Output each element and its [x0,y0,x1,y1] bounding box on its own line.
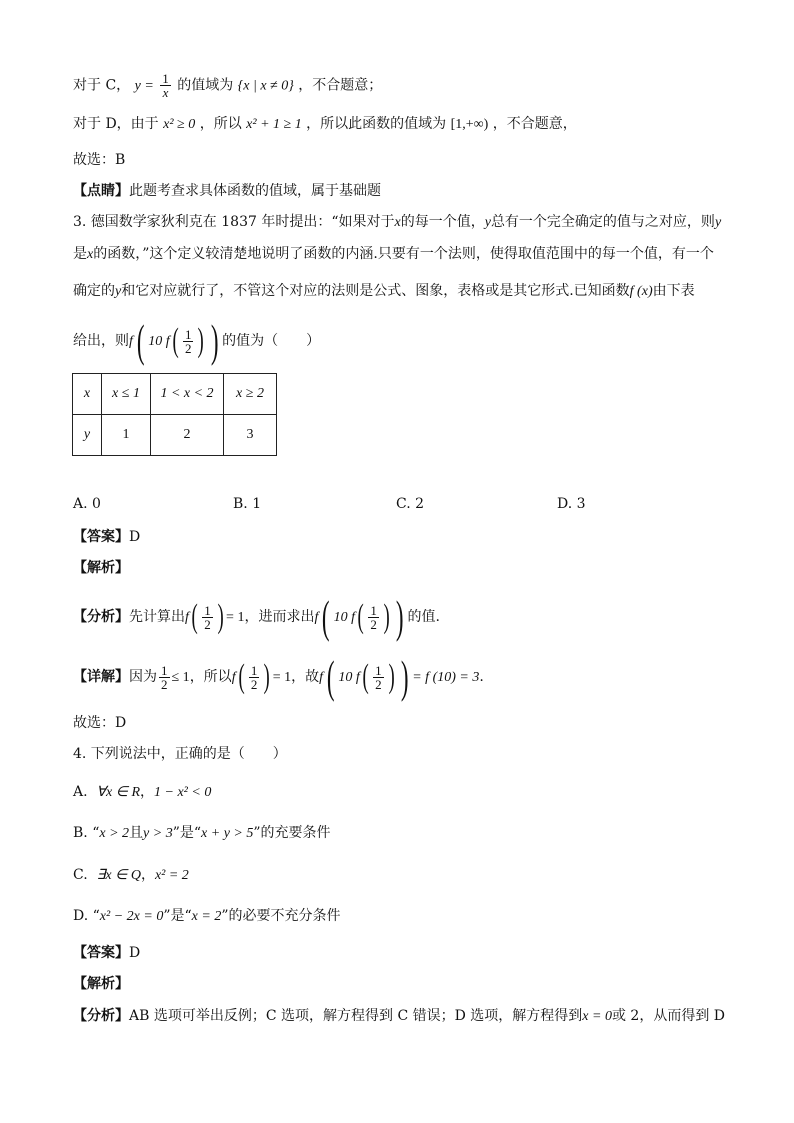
text: ，不合题意； [298,77,383,94]
text: ”的充要条件 [253,825,331,841]
math: x² − 2x = 0 [99,909,164,924]
fraction: $\frac{1}{2}$ [184,326,192,356]
q4-option-d [73,906,341,927]
math: = 1 [272,670,292,685]
q4-option-a [73,782,211,803]
text: 是 [73,246,87,262]
text: 因为 [129,669,157,685]
text: 给出，则 [73,333,129,349]
value-table [72,373,277,456]
text: . [479,669,484,685]
math: x [87,247,94,262]
table-cell: x [73,374,102,415]
math: f (x) [629,284,653,299]
table-cell: 3 [224,415,277,456]
comment-line [73,181,381,201]
text: 此题考查求具体函数的值域，属于基础题 [129,183,381,199]
math: f [231,670,236,685]
text: 或 2，从而得到 D [611,1008,726,1024]
fraction: $\frac{1}{2}$ [370,602,377,632]
tag: 【答案】 [73,945,129,961]
table-cell: 1 < x < 2 [151,374,224,415]
text: 的值为（ ） [222,333,321,349]
math: ∃x ∈ Q [96,868,141,883]
q3-line-1 [73,212,721,233]
text: 的每一个值， [400,214,485,230]
math: y > 3 [143,826,173,841]
q4-stem: 4. 下列说法中，正确的是（ ） [73,746,287,762]
text: AB 选项可举出反例；C 选项，解方程得到 C 错误；D 选项，解方程得到 [129,1008,583,1024]
math: = 1 [226,610,245,625]
text: 的值域为 [177,77,234,94]
text: ”是“ [172,825,202,841]
fraction: $\frac{1}{x}$ [162,71,169,100]
text: ，进而求出 [244,609,315,625]
tag: 【分析】 [73,1008,129,1024]
tag: 【点睛】 [73,183,129,199]
math: f [319,670,324,685]
text: D [129,529,141,545]
option-a: A. 0 [73,496,101,512]
math: x [394,215,401,230]
table-cell: x ≥ 2 [224,374,277,415]
text: ， [140,784,155,800]
table-row [73,374,277,415]
analysis-heading: 【解析】 [73,560,129,576]
math: x + y > 5 [201,826,254,841]
math: x² ≥ 0 [163,117,196,132]
text: ，故 [291,669,320,685]
q3-line-2 [73,244,714,265]
text: ，不合题意， [492,116,577,132]
fraction: $\frac{1}{2}$ [375,662,382,692]
text: 先计算出 [129,609,185,625]
answer-choice-d: 故选：D [73,715,127,731]
text: 的值. [407,609,440,625]
line-d-range [73,114,577,135]
math: = f (10) = 3 [412,670,480,685]
math: y [115,284,122,299]
q4-option-b [73,823,331,844]
math: x > 2 [99,826,130,841]
text: ， [140,867,155,883]
tag: 【详解】 [73,669,129,685]
table-cell: x ≤ 1 [102,374,151,415]
fraction: $\frac{1}{2}$ [161,662,168,692]
math: 1 − x² < 0 [154,785,212,800]
math: x² + 1 ≥ 1 [246,117,302,132]
line-c-range [73,72,382,99]
math: f [129,334,133,349]
math: ∀x ∈ R [96,785,141,800]
text: C. [73,867,88,883]
table-cell: 2 [151,415,224,456]
table-cell: 1 [102,415,151,456]
math: x = 0 [582,1009,612,1024]
tag: 【分析】 [73,609,129,625]
option-b: B. 1 [233,496,262,512]
math: f [314,610,319,625]
math: x² = 2 [154,868,189,883]
text: ，所以 [189,669,232,685]
q3-line-4: 给出，则f( 10 f( $\frac{1}{2}$ ) ) 的值为（ ） [73,315,321,366]
text: 对于 C， [73,77,131,94]
q4-option-c [73,865,189,886]
text: 和它对应就行了，不管这个对应的法则是公式、图象，表格或是其它形式.已知函数 [121,283,630,299]
math: x = 2 [191,909,222,924]
analysis-line: 【分析】先计算出f( $\frac{1}{2}$ ) = 1，进而求出f( 10 f( $\frac{1}{2}$ ) ) 的值. [73,591,440,642]
math: 10 f [333,610,356,625]
answer-choice-b: 故选：B [73,152,126,168]
math: y [714,215,722,230]
math: [1,+∞) [450,117,489,132]
math: {x | x ≠ 0} [237,78,294,94]
answer-line [73,527,140,547]
math: y [484,215,491,230]
text: D [129,945,141,961]
table-row [73,415,277,456]
math: ≤ 1 [171,670,190,685]
math: 10 f [148,334,170,349]
detail-line: 【详解】因为 $\frac{1}{2}$ ≤ 1，所以f( $\frac{1}{2}$ ) = 1，故f( 10 f( $\frac{1}{2}$ ) ) = f (10) = 3. [73,651,484,702]
text: A. [73,784,88,800]
answer-line-4 [73,943,140,963]
option-c: C. 2 [396,496,425,512]
fraction: $\frac{1}{2}$ [250,662,258,692]
fraction: $\frac{1}{2}$ [204,602,211,632]
math: f [185,610,189,625]
text: ”是“ [163,908,192,924]
q3-line-3 [73,281,695,302]
text: D. “ [73,908,100,924]
text: B. “ [73,825,100,841]
text: ，所以 [199,116,242,132]
text: 总有一个完全确定的值与之对应，则 [490,214,715,230]
analysis-line-4 [73,1006,725,1027]
text: 的函数，”这个定义较清楚地说明了函数的内涵.只要有一个法则，使得取值范围中的每一个值，有一个 [93,246,714,262]
math: y = [134,78,154,94]
math: 10 f [338,670,360,685]
text: ，所以此函数的值域为 [306,116,447,132]
text: 确定的 [73,283,115,299]
text: 3. 德国数学家狄利克在 1837 年时提出：“如果对于 [73,214,395,230]
option-d: D. 3 [557,496,586,512]
tag: 【答案】 [73,529,129,545]
text: 由下表 [652,283,695,299]
text: 对于 D，由于 [73,116,159,132]
table-cell: y [73,415,102,456]
text: 且 [129,825,144,841]
text: ”的必要不充分条件 [221,908,341,924]
analysis-heading-4: 【解析】 [73,976,129,992]
